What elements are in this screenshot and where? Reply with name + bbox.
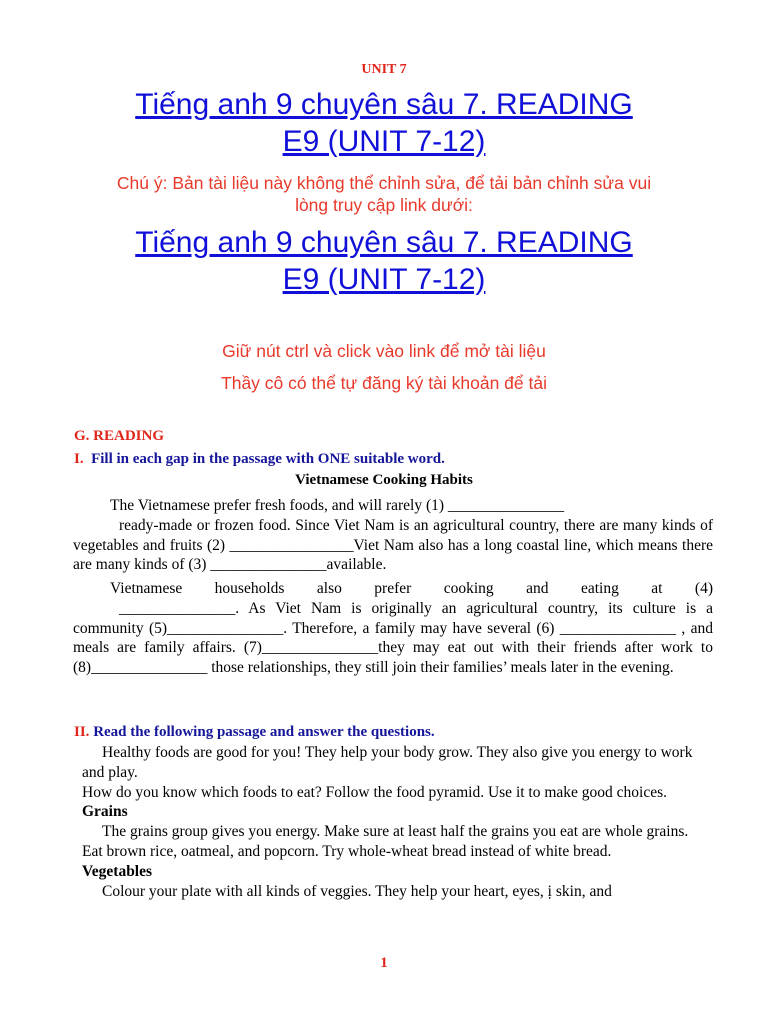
intro-paragraph-1: Healthy foods are good for you! They help your body grow. They also give you energy to work and play. [82, 744, 693, 781]
exercise-1-number: I. [74, 451, 84, 467]
page-number: 1 [380, 955, 388, 971]
document-link-2-line1: Tiếng anh 9 chuyên sâu 7. READING [135, 226, 633, 259]
ctrl-click-hint: Giữ nút ctrl và click vào link để mở tài liệu [222, 341, 546, 361]
intro-paragraph-2: How do you know which foods to eat? Follow the food pyramid. Use it to make good choices. [82, 783, 668, 801]
document-link-2-line2: E9 (UNIT 7-12) [282, 263, 486, 296]
edit-note-line1: Chú ý: Bản tài liệu này không thể chỉnh sửa, để tải bản chỉnh sửa vui [116, 173, 652, 193]
passage-title: Vietnamese Cooking Habits [295, 472, 473, 488]
section-heading-reading: G. READING [74, 428, 165, 444]
exercise-2-number: II. [74, 724, 90, 740]
passage-2 [82, 743, 712, 901]
register-hint: Thầy cô có thể tự đăng ký tài khoản để tải [221, 373, 547, 393]
document-link-2[interactable] [0, 224, 768, 298]
document-link-1-line1: Tiếng anh 9 chuyên sâu 7. READING [135, 88, 633, 121]
passage-1-paragraph-2 [73, 579, 713, 678]
para2-line1: Vietnamese households also prefer cooking and eating at (4) [110, 580, 713, 597]
exercise-1-instruction: Fill in each gap in the passage with ONE suitable word. [91, 451, 445, 467]
edit-note [0, 172, 768, 216]
exercise-1-heading [74, 451, 445, 468]
para2-rest: _______________. As Viet Nam is originally an agricultural country, its culture is a community (5)_______________. Therefore, a family may have several (6) _______________ , and meals are family affairs. (7)_______________they may eat out with their friends after work to (8)_______________ those relationships, they still join their families’ meals later in the evening. [73, 599, 713, 677]
edit-note-line2: lòng truy cập link dưới: [295, 195, 473, 215]
exercise-2-instruction: Read the following passage and answer the questions. [93, 724, 435, 740]
exercise-2-heading [74, 724, 435, 741]
grains-heading: Grains [82, 803, 128, 821]
para1-rest: ready-made or frozen food. Since Viet Nam is an agricultural country, there are many kinds of vegetables and fruits (2) ________________Viet Nam also has a long coastal line, which means there are many kinds of (3) _______________available. [73, 516, 713, 574]
grains-paragraph: The grains group gives you energy. Make sure at least half the grains you eat are whole grains. Eat brown rice, oatmeal, and popcorn. Try whole-wheat bread instead of white bread. [82, 823, 689, 860]
para1-line1: The Vietnamese prefer fresh foods, and will rarely (1) _______________ [110, 497, 565, 514]
document-link-1[interactable] [0, 86, 768, 160]
passage-1-paragraph-1 [73, 496, 713, 575]
unit-label: UNIT 7 [361, 62, 407, 77]
vegetables-heading: Vegetables [82, 862, 153, 880]
document-link-1-line2: E9 (UNIT 7-12) [282, 125, 486, 158]
vegetables-paragraph: Colour your plate with all kinds of veggies. They help your heart, eyes, ị skin, and [102, 882, 612, 900]
